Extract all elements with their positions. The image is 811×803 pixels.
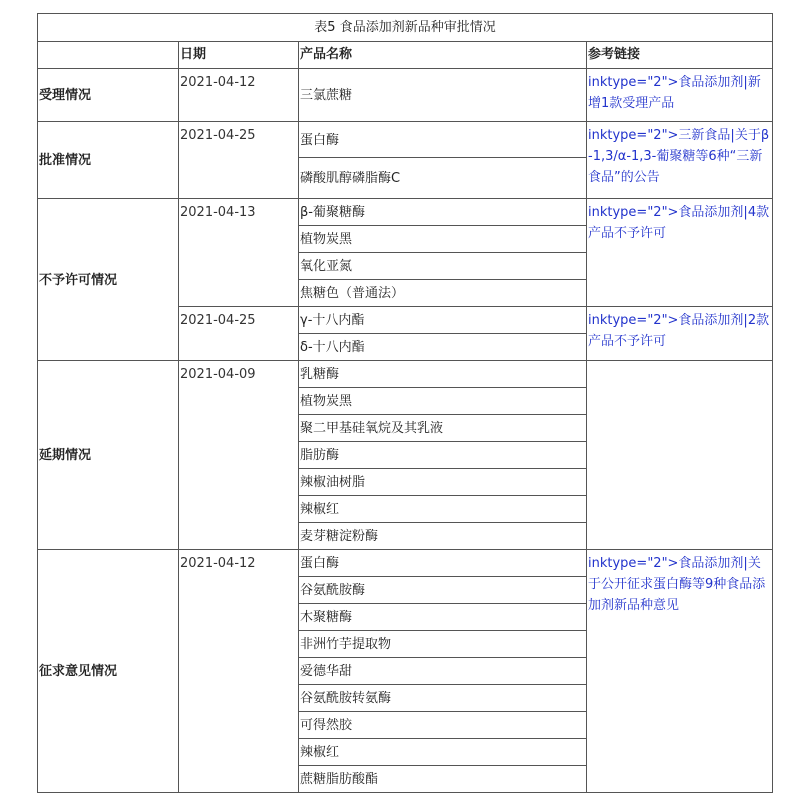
product-cell (298, 549, 587, 577)
product-cell (298, 522, 587, 550)
date-value: 2021-04-09 (180, 367, 256, 382)
section-label-cell (37, 121, 179, 199)
date-value: 2021-04-25 (180, 128, 256, 143)
product-cell (298, 252, 587, 280)
empty-link-cell (586, 360, 773, 550)
section-label: 批准情况 (39, 153, 92, 168)
date-value: 2021-04-12 (180, 556, 256, 571)
product-name: γ-十八内酯 (300, 313, 365, 328)
product-name: 麦芽糖淀粉酶 (300, 529, 379, 544)
product-cell (298, 657, 587, 685)
product-cell (298, 495, 587, 523)
product-cell (298, 630, 587, 658)
date-value: 2021-04-12 (180, 75, 256, 90)
product-name: 氧化亚氮 (300, 259, 353, 274)
product-cell (298, 198, 587, 226)
header-reference-link-label: 参考链接 (588, 47, 641, 62)
product-cell (298, 441, 587, 469)
product-cell (298, 279, 587, 307)
product-name: 乳糖酶 (300, 367, 340, 382)
date-value: 2021-04-13 (180, 205, 256, 220)
product-cell (298, 468, 587, 496)
product-name: 爱德华甜 (300, 664, 353, 679)
reference-link-cell (586, 306, 773, 361)
caption-text: 表5 食品添加剂新品种审批情况 (314, 20, 496, 35)
product-cell (298, 387, 587, 415)
header-product-name-label: 产品名称 (300, 47, 353, 62)
section-label: 征求意见情况 (39, 664, 118, 679)
product-name: 蔗糖脂肪酸酯 (300, 772, 379, 787)
product-name: 蛋白酶 (300, 133, 340, 148)
product-cell (298, 121, 587, 158)
product-name: 谷氨酰胺转氨酶 (300, 691, 392, 706)
date-cell (178, 360, 299, 550)
product-name: 辣椒红 (300, 745, 340, 760)
date-cell (178, 198, 299, 307)
reference-link[interactable]: inktype="2">食品添加剂|2款产品不予许可 (588, 313, 770, 349)
product-cell (298, 68, 587, 122)
section-label-cell (37, 549, 179, 793)
product-name: 可得然胶 (300, 718, 353, 733)
product-cell (298, 765, 587, 793)
product-name: 植物炭黑 (300, 394, 353, 409)
product-cell (298, 414, 587, 442)
product-cell (298, 225, 587, 253)
section-label-cell (37, 198, 179, 361)
product-name: δ-十八内酯 (300, 340, 365, 355)
product-cell (298, 576, 587, 604)
section-label-cell (37, 68, 179, 122)
header-date-label: 日期 (180, 47, 207, 62)
reference-link[interactable]: inktype="2">三新食品|关于β-1,3/α-1,3-葡聚糖等6种“三新食品”的公告 (588, 128, 770, 185)
product-cell (298, 738, 587, 766)
reference-link[interactable]: inktype="2">食品添加剂|新增1款受理产品 (588, 75, 761, 111)
product-name: 辣椒油树脂 (300, 475, 366, 490)
product-cell (298, 684, 587, 712)
product-cell (298, 603, 587, 631)
section-label: 延期情况 (39, 448, 92, 463)
product-name: 磷酸肌醇磷脂酶C (300, 171, 401, 186)
product-name: β-葡聚糖酶 (300, 205, 365, 220)
product-cell (298, 306, 587, 334)
product-name: 聚二甲基硅氧烷及其乳液 (300, 421, 444, 436)
reference-link-cell (586, 68, 773, 122)
date-cell (178, 68, 299, 122)
product-name: 蛋白酶 (300, 556, 340, 571)
section-label-cell (37, 360, 179, 550)
table-caption (37, 13, 773, 42)
header-reference-link (586, 41, 773, 69)
product-name: 木聚糖酶 (300, 610, 353, 625)
section-label: 不予许可情况 (39, 273, 118, 288)
date-cell (178, 549, 299, 793)
product-name: 三氯蔗糖 (300, 88, 353, 103)
product-cell (298, 157, 587, 199)
header-date (178, 41, 299, 69)
reference-link[interactable]: inktype="2">食品添加剂|4款产品不予许可 (588, 205, 770, 241)
product-name: 辣椒红 (300, 502, 340, 517)
product-name: 植物炭黑 (300, 232, 353, 247)
reference-link-cell (586, 198, 773, 307)
date-value: 2021-04-25 (180, 313, 256, 328)
product-name: 非洲竹芋提取物 (300, 637, 392, 652)
approval-table (37, 13, 772, 792)
product-name: 谷氨酰胺酶 (300, 583, 366, 598)
product-name: 焦糖色（普通法） (300, 286, 405, 301)
product-name: 脂肪酶 (300, 448, 340, 463)
reference-link-cell (586, 121, 773, 199)
product-cell (298, 711, 587, 739)
header-product-name (298, 41, 587, 69)
product-cell (298, 360, 587, 388)
header-blank (37, 41, 179, 69)
reference-link[interactable]: inktype="2">食品添加剂|关于公开征求蛋白酶等9种食品添加剂新品种意见 (588, 556, 766, 613)
product-cell (298, 333, 587, 361)
date-cell (178, 306, 299, 361)
section-label: 受理情况 (39, 88, 92, 103)
date-cell (178, 121, 299, 199)
reference-link-cell (586, 549, 773, 793)
